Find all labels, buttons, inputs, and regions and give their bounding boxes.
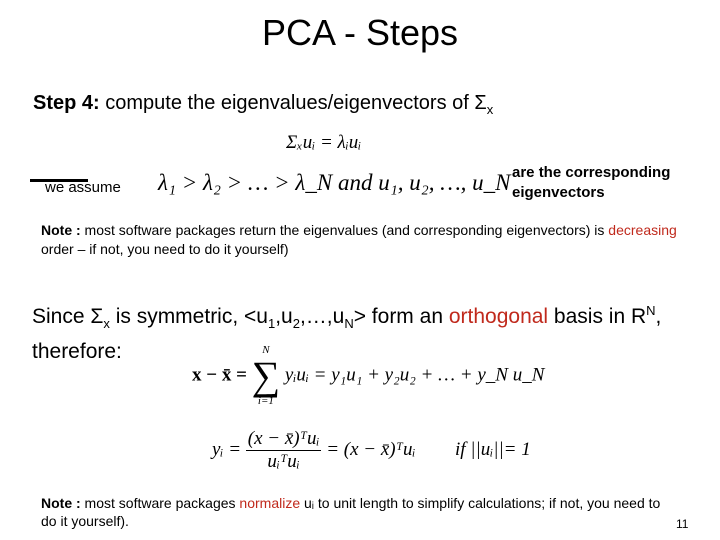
eigenvalue-order-equation: λ₁ > λ₂ > … > λ_N and u₁, u₂, …, u_N: [158, 170, 511, 195]
note2-text-before: most software packages: [80, 495, 240, 511]
note2-highlight: normalize: [239, 495, 301, 511]
expansion-lhs: x − x̄ =: [192, 364, 247, 386]
since-sup-n: N: [646, 303, 656, 318]
summation-symbol: [252, 345, 281, 407]
sum-lower-limit: i=1: [257, 395, 274, 407]
since-sub-x: x: [103, 316, 110, 332]
coeff-rhs: = (x − x̄)ᵀuᵢ: [326, 438, 416, 460]
step4-subscript: x: [486, 102, 494, 117]
since-part2: is symmetric, <u: [109, 305, 268, 328]
sigma-glyph: ∑: [251, 353, 281, 398]
coeff-denominator: uᵢᵀuᵢ: [267, 451, 300, 472]
page-number: 11: [676, 517, 689, 531]
since-part4: ,…,u: [299, 305, 345, 328]
since-part1: Since Σ: [32, 305, 104, 328]
eigen-equation: Σₓuᵢ = λᵢuᵢ: [286, 132, 362, 153]
since-part7: , therefore:: [32, 305, 662, 364]
step4-text: compute the eigenvalues/eigenvectors of Σ: [99, 92, 487, 114]
coefficient-equation: [212, 428, 531, 473]
since-part5: > form an: [353, 305, 449, 328]
note1-text-after: order – if not, you need to do it yourself): [41, 241, 289, 257]
since-highlight: orthogonal: [448, 305, 549, 328]
coeff-fraction: [246, 428, 322, 473]
expansion-rhs: yᵢuᵢ = y₁u₁ + y₂u₂ + … + y_N u_N: [284, 364, 545, 386]
note1-label: Note :: [41, 222, 81, 238]
step4-heading: [33, 92, 493, 117]
corresponding-eigenvectors-text: are the corresponding eigenvectors: [512, 164, 671, 201]
note2-text-after: uᵢ to unit length to simplify calculations; if not, you need to do it yourself).: [41, 495, 661, 529]
note1-text-before: most software packages return the eigenvalues (and corresponding eigenvectors) is: [80, 222, 609, 238]
since-part3: ,u: [275, 305, 293, 328]
expansion-equation: [192, 345, 544, 407]
step4-label: Step 4:: [33, 92, 100, 114]
since-part6: basis in R: [548, 305, 647, 328]
assume-label: we assume: [45, 179, 121, 196]
coeff-lhs: yᵢ =: [212, 438, 242, 460]
coeff-condition: if ||uᵢ||= 1: [454, 438, 531, 460]
note-eigenvalue-order: [41, 221, 691, 259]
since-sub-2: 2: [292, 316, 300, 332]
note2-label: Note :: [41, 495, 81, 511]
slide-title: PCA - Steps: [261, 12, 459, 53]
since-sub-n: N: [344, 316, 354, 332]
sum-upper-limit: N: [262, 344, 270, 356]
note1-highlight: decreasing: [608, 222, 677, 238]
note-normalize: [41, 494, 661, 530]
coeff-numerator: (x − x̄)ᵀuᵢ: [247, 428, 320, 449]
since-sub-1: 1: [267, 316, 276, 332]
